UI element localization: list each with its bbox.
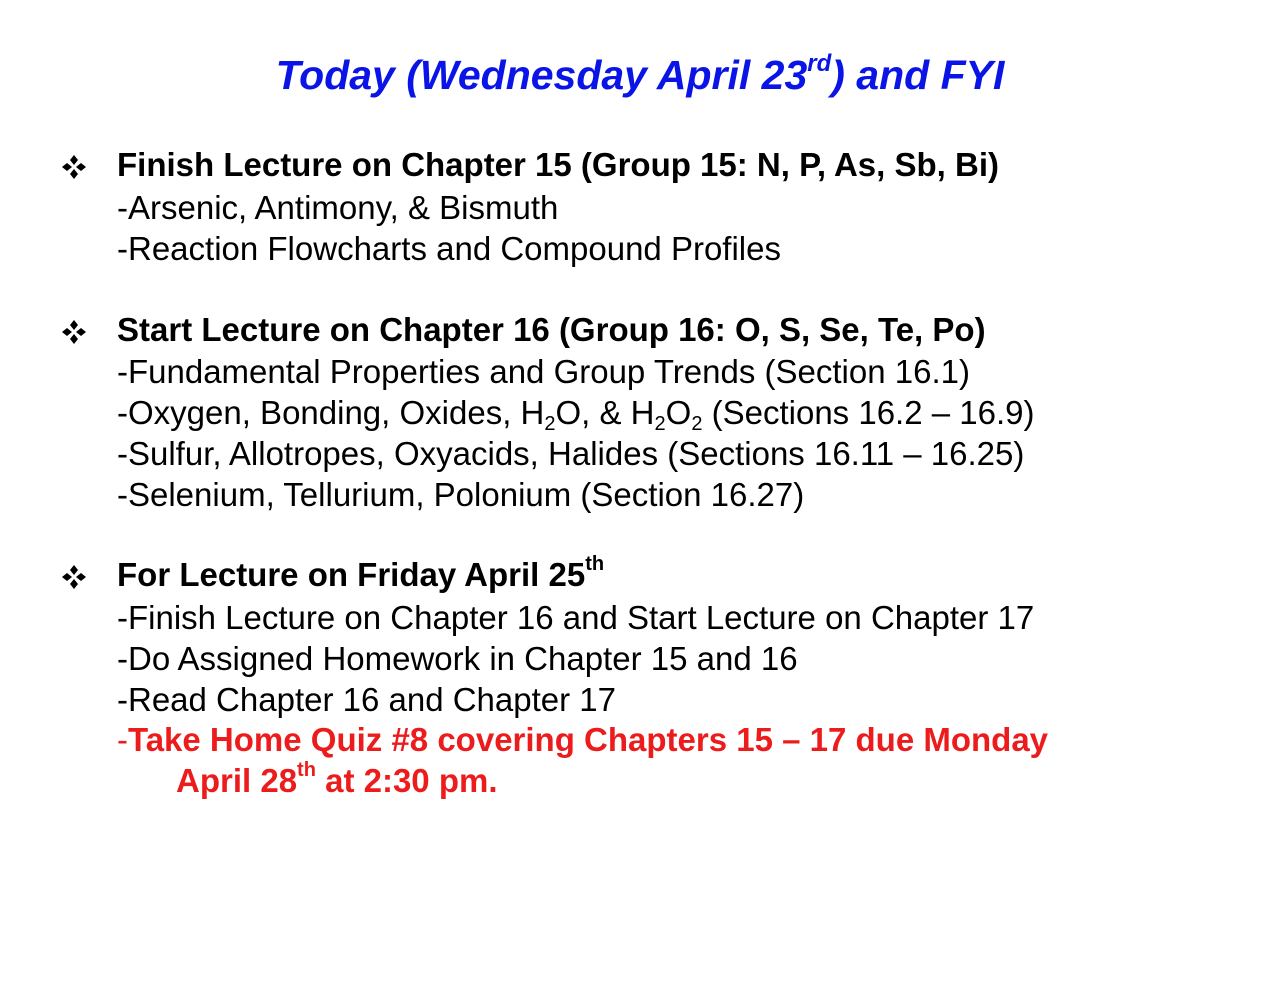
heading-superscript: th <box>585 553 605 575</box>
subscript: 2 <box>691 413 703 435</box>
quiz-dash: - <box>117 721 128 758</box>
list-item: -Arsenic, Antimony, & Bismuth <box>117 189 559 226</box>
quiz-time: at 2:30 pm. <box>315 762 498 799</box>
list-item: -Do Assigned Homework in Chapter 15 and 16 <box>117 640 798 677</box>
page-title <box>0 52 1280 99</box>
text-segment: -Oxygen, Bonding, Oxides, H <box>117 394 545 431</box>
section-heading: Finish Lecture on Chapter 15 (Group 15: N, P, As, Sb, Bi) <box>117 146 999 183</box>
title-main: Today (Wednesday April 23 <box>275 52 808 98</box>
list-item: -Reaction Flowcharts and Compound Profiles <box>117 230 781 267</box>
subscript: 2 <box>544 413 556 435</box>
four-diamond-bullet-icon <box>59 317 89 347</box>
list-item: -Read Chapter 16 and Chapter 17 <box>117 681 616 718</box>
list-item-oxygen <box>117 394 1035 435</box>
four-diamond-bullet-icon <box>59 152 89 182</box>
title-superscript: rd <box>807 50 832 77</box>
text-segment: O, & H <box>555 394 655 431</box>
section-heading <box>117 553 605 594</box>
heading-text: For Lecture on Friday April 25 <box>117 556 586 593</box>
section-heading: Start Lecture on Chapter 16 (Group 16: O, S, Se, Te, Po) <box>117 311 986 348</box>
quiz-notice-line-1 <box>117 721 1048 759</box>
list-item: -Selenium, Tellurium, Polonium (Section 16.27) <box>117 476 805 513</box>
quiz-date: April 28 <box>176 762 298 799</box>
list-item: -Sulfur, Allotropes, Oxyacids, Halides (Sections 16.11 – 16.25) <box>117 435 1025 472</box>
text-segment: (Sections 16.2 – 16.9) <box>702 394 1035 431</box>
quiz-date-superscript: th <box>297 759 316 781</box>
four-diamond-bullet-icon <box>59 562 89 592</box>
quiz-notice-text: Take Home Quiz #8 covering Chapters 15 – 17 due Monday <box>128 721 1049 758</box>
text-segment: O <box>665 394 692 431</box>
title-tail: ) and FYI <box>831 52 1005 98</box>
list-item: -Finish Lecture on Chapter 16 and Start Lecture on Chapter 17 <box>117 599 1035 636</box>
list-item: -Fundamental Properties and Group Trends (Section 16.1) <box>117 353 970 390</box>
quiz-notice-line-2 <box>176 759 498 800</box>
subscript: 2 <box>654 413 666 435</box>
